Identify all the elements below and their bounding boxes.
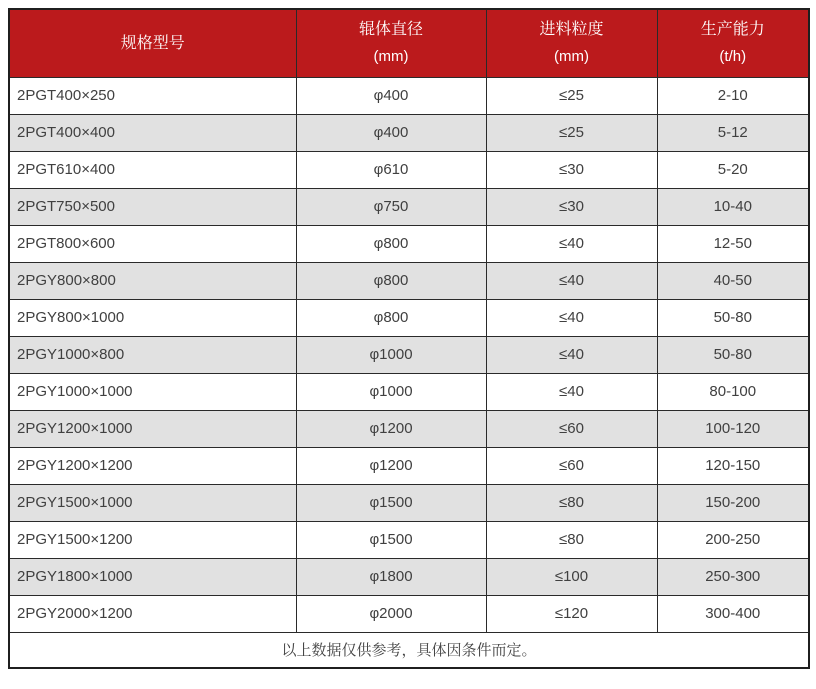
table-header	[9, 9, 809, 77]
capacity-cell: 250-300	[657, 558, 809, 595]
capacity-cell: 100-120	[657, 410, 809, 447]
col-header-diameter	[296, 9, 486, 77]
capacity-cell: 200-250	[657, 521, 809, 558]
col-header-diameter-unit: (mm)	[373, 48, 409, 66]
table-row	[9, 595, 809, 632]
feed-size-cell: ≤40	[486, 373, 657, 410]
model-cell: 2PGY800×800	[9, 262, 296, 299]
model-cell: 2PGY1200×1000	[9, 410, 296, 447]
diameter-cell: φ1000	[296, 373, 486, 410]
diameter-cell: φ800	[296, 299, 486, 336]
capacity-cell: 40-50	[657, 262, 809, 299]
footnote: 以上数据仅供参考，具体因条件而定。	[9, 632, 809, 668]
capacity-cell: 50-80	[657, 336, 809, 373]
feed-size-cell: ≤40	[486, 262, 657, 299]
model-cell: 2PGY1200×1200	[9, 447, 296, 484]
capacity-cell: 50-80	[657, 299, 809, 336]
diameter-cell: φ400	[296, 114, 486, 151]
feed-size-cell: ≤40	[486, 299, 657, 336]
col-header-capacity-title: 生产能力	[700, 21, 765, 39]
table-row	[9, 373, 809, 410]
feed-size-cell: ≤40	[486, 336, 657, 373]
spec-table	[8, 8, 810, 669]
capacity-cell: 150-200	[657, 484, 809, 521]
diameter-cell: φ1200	[296, 447, 486, 484]
diameter-cell: φ400	[296, 77, 486, 114]
table-body	[9, 77, 809, 632]
footnote-row	[9, 632, 809, 668]
table-row	[9, 188, 809, 225]
feed-size-cell: ≤100	[486, 558, 657, 595]
model-cell: 2PGY1800×1000	[9, 558, 296, 595]
col-header-model-title: 规格型号	[120, 34, 185, 52]
model-cell: 2PGY1000×1000	[9, 373, 296, 410]
feed-size-cell: ≤30	[486, 151, 657, 188]
model-cell: 2PGY1000×800	[9, 336, 296, 373]
diameter-cell: φ800	[296, 262, 486, 299]
col-header-diameter-title: 辊体直径	[358, 21, 423, 39]
col-header-feed-size	[486, 9, 657, 77]
diameter-cell: φ1000	[296, 336, 486, 373]
capacity-cell: 300-400	[657, 595, 809, 632]
model-cell: 2PGT400×400	[9, 114, 296, 151]
diameter-cell: φ1500	[296, 484, 486, 521]
feed-size-cell: ≤30	[486, 188, 657, 225]
model-cell: 2PGT610×400	[9, 151, 296, 188]
diameter-cell: φ1500	[296, 521, 486, 558]
table-row	[9, 336, 809, 373]
diameter-cell: φ610	[296, 151, 486, 188]
table-row	[9, 225, 809, 262]
feed-size-cell: ≤25	[486, 114, 657, 151]
feed-size-cell: ≤40	[486, 225, 657, 262]
capacity-cell: 5-12	[657, 114, 809, 151]
table-row	[9, 151, 809, 188]
capacity-cell: 80-100	[657, 373, 809, 410]
diameter-cell: φ800	[296, 225, 486, 262]
table-row	[9, 77, 809, 114]
feed-size-cell: ≤80	[486, 484, 657, 521]
model-cell: 2PGT800×600	[9, 225, 296, 262]
col-header-model	[9, 9, 296, 77]
col-header-capacity-unit: (t/h)	[719, 48, 747, 66]
model-cell: 2PGY1500×1200	[9, 521, 296, 558]
capacity-cell: 12-50	[657, 225, 809, 262]
table-row	[9, 410, 809, 447]
model-cell: 2PGT750×500	[9, 188, 296, 225]
table-row	[9, 114, 809, 151]
table-row	[9, 299, 809, 336]
col-header-capacity	[657, 9, 809, 77]
table-row	[9, 262, 809, 299]
table-row	[9, 447, 809, 484]
feed-size-cell: ≤60	[486, 410, 657, 447]
model-cell: 2PGY800×1000	[9, 299, 296, 336]
diameter-cell: φ750	[296, 188, 486, 225]
capacity-cell: 5-20	[657, 151, 809, 188]
model-cell: 2PGT400×250	[9, 77, 296, 114]
col-header-feed-size-unit: (mm)	[554, 48, 589, 66]
feed-size-cell: ≤25	[486, 77, 657, 114]
feed-size-cell: ≤80	[486, 521, 657, 558]
model-cell: 2PGY2000×1200	[9, 595, 296, 632]
table-row	[9, 484, 809, 521]
table-row	[9, 521, 809, 558]
diameter-cell: φ1800	[296, 558, 486, 595]
capacity-cell: 120-150	[657, 447, 809, 484]
header-row	[9, 9, 809, 77]
table-row	[9, 558, 809, 595]
diameter-cell: φ1200	[296, 410, 486, 447]
diameter-cell: φ2000	[296, 595, 486, 632]
feed-size-cell: ≤120	[486, 595, 657, 632]
feed-size-cell: ≤60	[486, 447, 657, 484]
capacity-cell: 2-10	[657, 77, 809, 114]
capacity-cell: 10-40	[657, 188, 809, 225]
table-footer	[9, 632, 809, 668]
model-cell: 2PGY1500×1000	[9, 484, 296, 521]
col-header-feed-size-title: 进料粒度	[539, 21, 604, 39]
